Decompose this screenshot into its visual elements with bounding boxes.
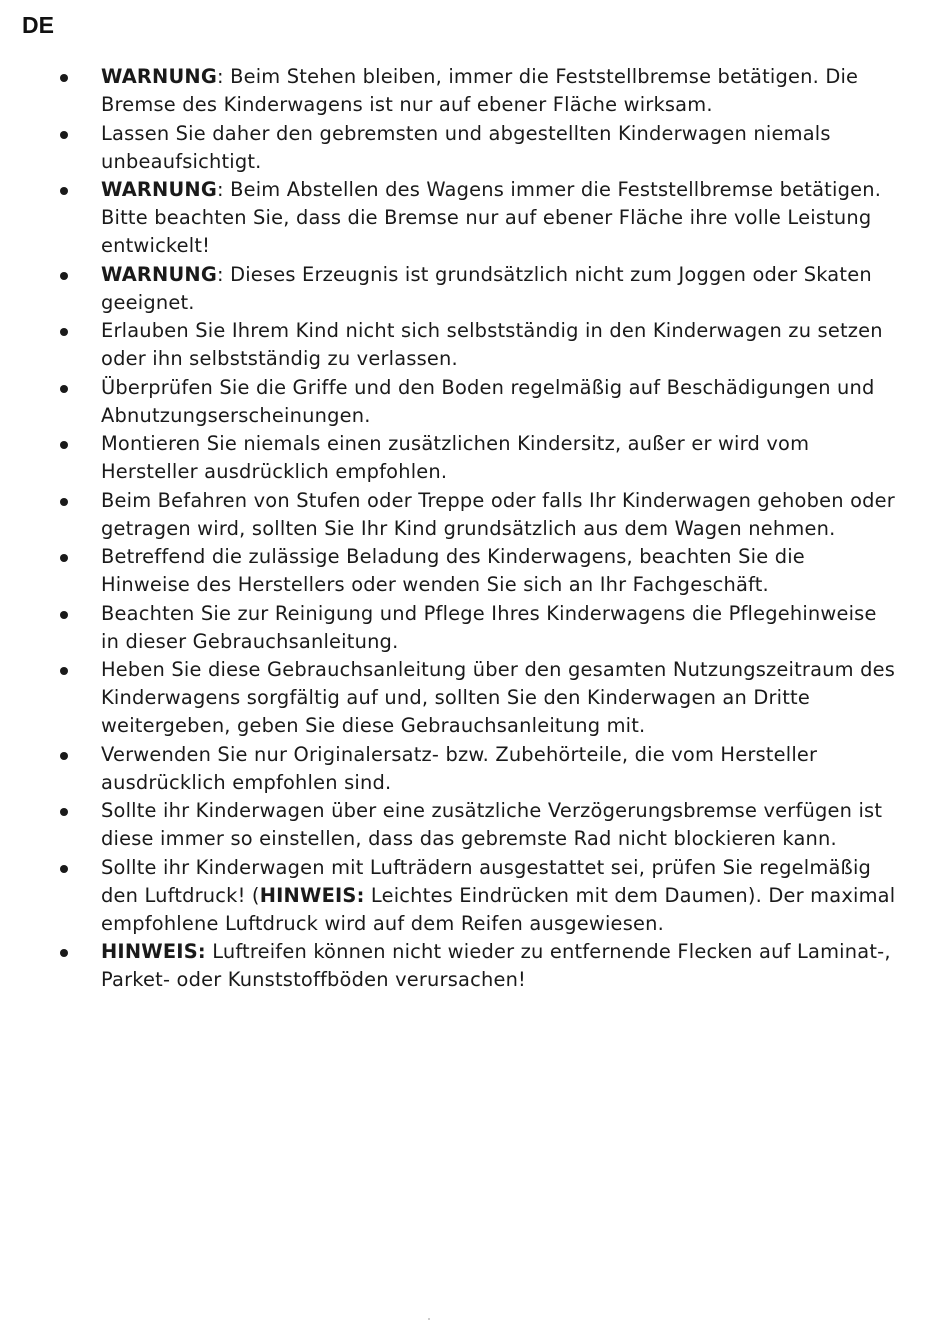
list-item [0,63,900,119]
list-item [0,120,900,176]
item-text-continued: Leichtes Eindrücken mit dem Daumen). Der maximal empfohlene Luftdruck wird auf dem Reifen ausgewiesen. [101,883,896,935]
item-text: : Beim Abstellen des Wagens immer die Feststellbremse betätigen. Bitte beachten Sie, dass die Bremse nur auf ebener Fläche ihre volle Leistung entwickelt! [101,178,882,257]
list-item [0,741,900,797]
list-item [0,317,900,373]
list-item [0,261,900,317]
bullet-icon [60,554,68,562]
bullet-icon [60,131,68,139]
bullet-icon [60,949,68,957]
bullet-icon [60,441,68,449]
item-text: Lassen Sie daher den gebremsten und abgestellten Kinderwagen niemals unbeaufsichtigt. [101,121,831,173]
bullet-icon [60,808,68,816]
note-label: HINWEIS: [259,883,365,907]
item-text: Heben Sie diese Gebrauchsanleitung über den gesamten Nutzungszeitraum des Kinderwagens sorgfältig auf und, sollten Sie den Kinderwagen an Dritte weitergeben, geben Sie diese Gebrauchsanleitung mit. [101,658,896,737]
list-item [0,487,900,543]
list-item [0,854,900,938]
safety-instructions-list [0,63,900,995]
bullet-icon [60,272,68,280]
item-text: Beachten Sie zur Reinigung und Pflege Ihres Kinderwagens die Pflegehinweise in dieser Gebrauchsanleitung. [101,601,877,653]
list-item [0,176,900,260]
list-item [0,797,900,853]
item-text: Montieren Sie niemals einen zusätzlichen Kindersitz, außer er wird vom Hersteller ausdrücklich empfohlen. [101,432,810,483]
list-item [0,600,900,656]
list-item [0,374,900,430]
language-label: DE [22,12,54,38]
item-text: Luftreifen können nicht wieder zu entfernende Flecken auf Laminat-, Parket- oder Kunststoffböden verursachen! [101,940,891,991]
bullet-icon [60,865,68,873]
item-text: : Dieses Erzeugnis ist grundsätzlich nicht zum Joggen oder Skaten geeignet. [101,262,872,314]
bullet-icon [60,752,68,760]
list-item [0,430,900,486]
item-text: : Beim Stehen bleiben, immer die Feststellbremse betätigen. Die Bremse des Kinderwagens ist nur auf ebener Fläche wirksam. [101,65,859,116]
warning-label: WARNUNG [101,65,217,88]
bullet-icon [60,667,68,675]
list-item [0,656,900,740]
item-text: Verwenden Sie nur Originalersatz- bzw. Zubehörteile, die vom Hersteller ausdrücklich empfohlen sind. [101,742,818,794]
bullet-icon [60,328,68,336]
list-item [0,543,900,599]
item-text: Betreffend die zulässige Beladung des Kinderwagens, beachten Sie die Hinweise des Herstellers oder wenden Sie sich an Ihr Fachgeschäft. [101,545,805,596]
bullet-icon [60,187,68,195]
note-label: HINWEIS: [101,940,206,963]
page-speck [428,1318,430,1320]
bullet-icon [60,611,68,619]
list-item [0,938,900,994]
warning-label: WARNUNG [101,262,217,286]
warning-label: WARNUNG [101,178,217,201]
bullet-icon [60,498,68,506]
item-text: Sollte ihr Kinderwagen über eine zusätzliche Verzögerungsbremse verfügen ist diese immer so einstellen, dass das gebremste Rad nicht blockieren kann. [101,799,883,850]
item-text: Erlauben Sie Ihrem Kind nicht sich selbstständig in den Kinderwagen zu setzen oder ihn selbstständig zu verlassen. [101,319,883,370]
item-text: Beim Befahren von Stufen oder Treppe oder falls Ihr Kinderwagen gehoben oder getragen wird, sollten Sie Ihr Kind grundsätzlich aus dem Wagen nehmen. [101,488,895,540]
item-text: Sollte ihr Kinderwagen mit Lufträdern ausgestattet sei, prüfen Sie regelmäßig den Luftdruck! ( [101,855,872,907]
bullet-icon [60,385,68,393]
item-text: Überprüfen Sie die Griffe und den Boden regelmäßig auf Beschädigungen und Abnutzungserscheinungen. [101,375,875,427]
bullet-icon [60,74,68,82]
